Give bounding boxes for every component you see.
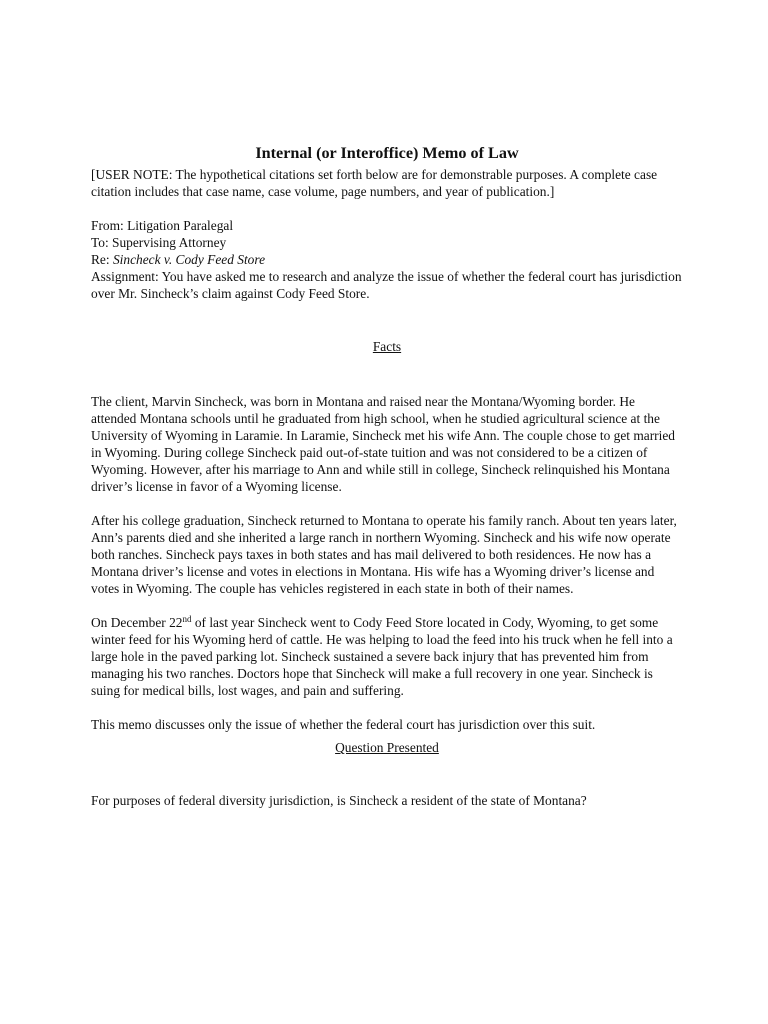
- facts-p3-rest: of last year Sincheck went to Cody Feed Store located in Cody, Wyoming, to get some winter feed for his Wyoming herd of cattle. He was helping to load the feed into his truck when he fell into a large hole in the paved parking lot. Sincheck sustained a severe back injury that has prevented him from managing his two ranches. Doctors hope that Sincheck will make a full recovery in one year. Sincheck is suing for medical bills, lost wages, and pain and suffering.: [91, 615, 673, 698]
- re-value: Sincheck v. Cody Feed Store: [112, 252, 266, 267]
- spacer: [91, 773, 683, 792]
- question-heading: Question Presented: [335, 740, 439, 755]
- ordinal-suffix: nd: [182, 614, 192, 624]
- to-label: To:: [91, 235, 113, 250]
- question-text: For purposes of federal diversity jurisdiction, is Sincheck a resident of the state of Montana?: [91, 793, 587, 808]
- assignment-label: Assignment:: [91, 269, 162, 284]
- spacer: [91, 355, 683, 372]
- to-line: [91, 234, 683, 251]
- spacer: [91, 597, 683, 614]
- facts-paragraph-1: The client, Marvin Sincheck, was born in Montana and raised near the Montana/Wyoming border. He attended Montana schools until he graduated from high school, when he studied agricultural science at the University of Wyoming in Laramie. In Laramie, Sincheck met his wife Ann. The couple chose to get married in Wyoming. During college Sincheck paid out-of-state tuition and was not considered to be a citizen of Wyoming. However, after his marriage to Ann and while still in college, Sincheck relinquished his Montana driver’s license in favor of a Wyoming license.: [91, 394, 676, 494]
- re-label: Re:: [91, 252, 113, 267]
- spacer: [91, 302, 683, 319]
- assignment-line: [91, 268, 683, 302]
- facts-paragraph-3: [91, 614, 683, 699]
- from-value: Litigation Paralegal: [127, 218, 234, 233]
- memo-page: [91, 143, 683, 809]
- to-value: Supervising Attorney: [112, 235, 227, 250]
- from-label: From:: [91, 218, 128, 233]
- facts-heading: Facts: [372, 339, 402, 354]
- spacer: [91, 495, 683, 512]
- facts-paragraph-2: After his college graduation, Sincheck returned to Montana to operate his family ranch. About ten years later, Ann’s parents died and she inherited a large ranch in northern Wyoming. Sincheck and his wife now operate both ranches. Sincheck pays taxes in both states and has mail delivered to both residences. He now has a Montana driver’s license and votes in elections in Montana. His wife has a Wyoming driver’s license and votes in Wyoming. The couple has vehicles registered in each state in both of their names.: [91, 513, 677, 596]
- assignment-value: You have asked me to research and analyze the issue of whether the federal court has jurisdiction over Mr. Sincheck’s claim against Cody Feed Store.: [91, 269, 682, 301]
- user-note: [USER NOTE: The hypothetical citations set forth below are for demonstrable purposes. A complete case citation includes that case name, case volume, page numbers, and year of publication.]: [91, 167, 658, 199]
- spacer: [91, 699, 683, 716]
- memo-title: Internal (or Interoffice) Memo of Law: [255, 144, 519, 162]
- facts-paragraph-4: This memo discusses only the issue of whether the federal court has jurisdiction over this suit.: [91, 717, 596, 732]
- spacer: [91, 372, 683, 393]
- spacer: [91, 756, 683, 773]
- facts-p3-start: On December 22: [91, 615, 183, 630]
- re-line: [91, 251, 683, 268]
- spacer: [91, 200, 683, 217]
- from-line: [91, 217, 683, 234]
- spacer: [91, 319, 683, 338]
